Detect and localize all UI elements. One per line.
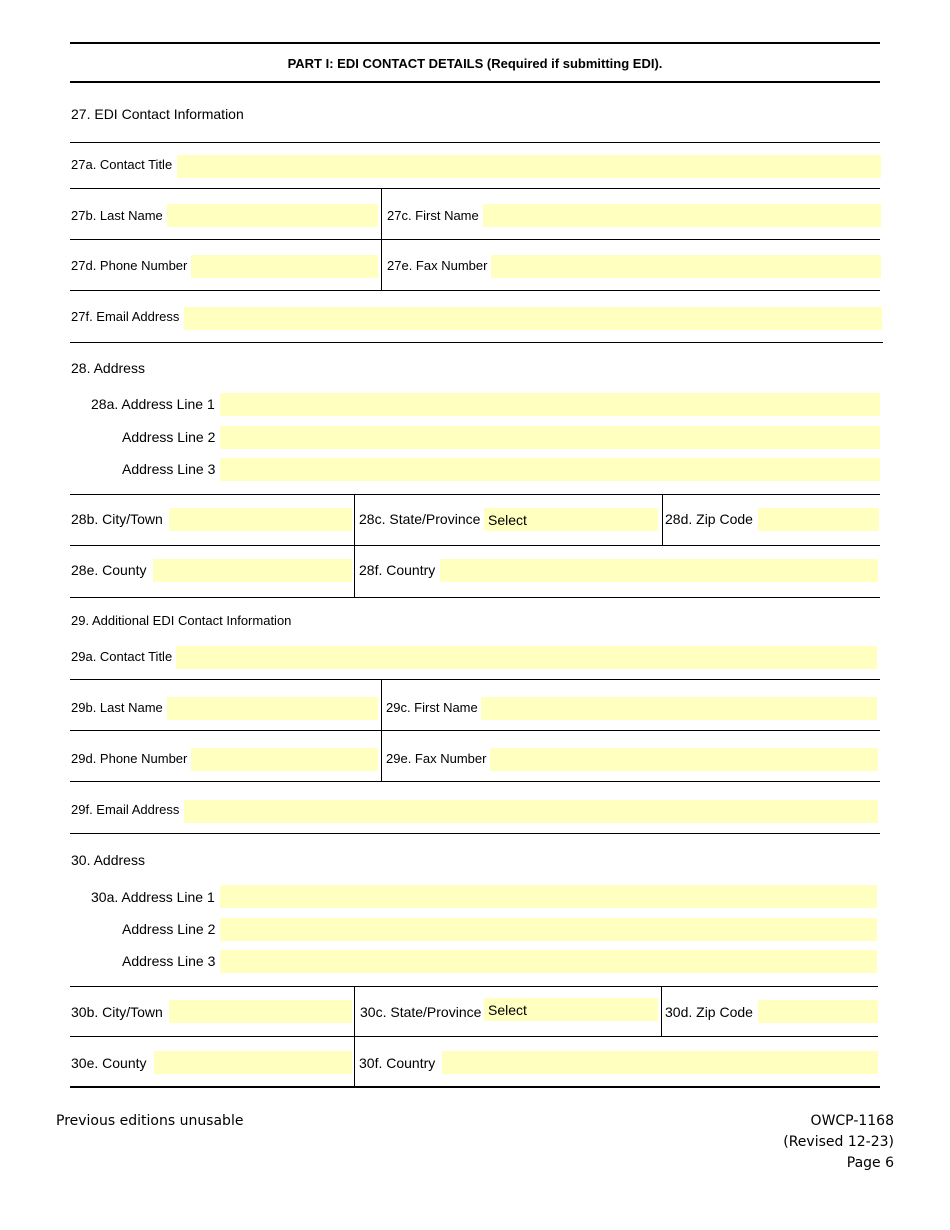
divider bbox=[70, 597, 880, 598]
section-30-heading: 30. Address bbox=[71, 852, 145, 868]
address-line-3-label: Address Line 3 bbox=[122, 461, 216, 477]
divider bbox=[70, 986, 878, 987]
divider bbox=[70, 730, 880, 731]
divider bbox=[70, 290, 880, 291]
form-revision: (Revised 12-23) bbox=[783, 1134, 894, 1150]
state-province-label: 28c. State/Province bbox=[359, 511, 481, 527]
last-name-input[interactable] bbox=[167, 697, 378, 720]
city-town-input[interactable] bbox=[169, 508, 352, 531]
divider bbox=[70, 188, 880, 189]
bottom-rule bbox=[70, 1086, 880, 1088]
county-label: 28e. County bbox=[71, 562, 147, 578]
address-line-2-label: Address Line 2 bbox=[122, 921, 216, 937]
header-bottom-rule bbox=[70, 81, 880, 83]
column-divider bbox=[661, 986, 662, 1036]
section-header: PART I: EDI CONTACT DETAILS (Required if submitting EDI). bbox=[287, 56, 663, 71]
divider bbox=[70, 781, 880, 782]
email-address-label: 29f. Email Address bbox=[71, 802, 180, 817]
city-town-label: 28b. City/Town bbox=[71, 511, 163, 527]
address-line-1-label: 28a. Address Line 1 bbox=[91, 396, 215, 412]
fax-number-label: 27e. Fax Number bbox=[387, 258, 488, 273]
first-name-input[interactable] bbox=[481, 697, 877, 720]
column-divider bbox=[662, 494, 663, 545]
contact-title-input[interactable] bbox=[177, 155, 881, 178]
footer-form-info bbox=[783, 1111, 894, 1174]
contact-title-input[interactable] bbox=[176, 646, 877, 669]
page-number: Page 6 bbox=[846, 1155, 894, 1171]
country-label: 30f. Country bbox=[359, 1055, 436, 1071]
last-name-label: 27b. Last Name bbox=[71, 208, 163, 223]
state-province-select[interactable]: Select bbox=[484, 508, 658, 531]
first-name-input[interactable] bbox=[483, 204, 881, 227]
county-label: 30e. County bbox=[71, 1055, 147, 1071]
last-name-label: 29b. Last Name bbox=[71, 700, 163, 715]
section-28-heading: 28. Address bbox=[71, 360, 145, 376]
email-address-input[interactable] bbox=[184, 800, 878, 823]
section-29-heading: 29. Additional EDI Contact Information bbox=[71, 613, 292, 628]
zip-code-label: 28d. Zip Code bbox=[665, 511, 753, 527]
county-input[interactable] bbox=[154, 1051, 352, 1074]
email-address-input[interactable] bbox=[184, 307, 882, 330]
city-town-label: 30b. City/Town bbox=[71, 1004, 163, 1020]
zip-code-label: 30d. Zip Code bbox=[665, 1004, 753, 1020]
divider bbox=[70, 239, 880, 240]
address-line-1-input[interactable] bbox=[220, 393, 880, 416]
country-input[interactable] bbox=[442, 1051, 878, 1074]
phone-number-label: 29d. Phone Number bbox=[71, 751, 188, 766]
last-name-input[interactable] bbox=[167, 204, 378, 227]
email-address-label: 27f. Email Address bbox=[71, 309, 180, 324]
address-line-3-input[interactable] bbox=[220, 458, 880, 481]
state-province-select[interactable]: Select bbox=[484, 998, 658, 1021]
fax-number-input[interactable] bbox=[490, 748, 878, 771]
divider bbox=[70, 494, 880, 495]
address-line-2-input[interactable] bbox=[220, 918, 877, 941]
phone-number-label: 27d. Phone Number bbox=[71, 258, 188, 273]
divider bbox=[70, 545, 880, 546]
address-line-2-input[interactable] bbox=[220, 426, 880, 449]
footer-editions-note: Previous editions unusable bbox=[56, 1113, 244, 1129]
address-line-3-label: Address Line 3 bbox=[122, 953, 216, 969]
address-line-1-input[interactable] bbox=[220, 885, 877, 908]
top-rule bbox=[70, 42, 880, 44]
first-name-label: 29c. First Name bbox=[386, 700, 478, 715]
first-name-label: 27c. First Name bbox=[387, 208, 479, 223]
contact-title-label: 27a. Contact Title bbox=[71, 157, 173, 172]
form-number: OWCP-1168 bbox=[810, 1113, 894, 1129]
address-line-1-label: 30a. Address Line 1 bbox=[91, 889, 215, 905]
divider bbox=[70, 342, 883, 343]
zip-code-input[interactable] bbox=[758, 508, 879, 531]
address-line-3-input[interactable] bbox=[220, 950, 877, 973]
zip-code-input[interactable] bbox=[758, 1000, 878, 1023]
divider bbox=[70, 142, 880, 143]
divider bbox=[70, 679, 880, 680]
contact-title-label: 29a. Contact Title bbox=[71, 649, 173, 664]
divider bbox=[70, 1036, 878, 1037]
section-27-heading: 27. EDI Contact Information bbox=[71, 106, 244, 122]
phone-number-input[interactable] bbox=[191, 748, 378, 771]
country-label: 28f. Country bbox=[359, 562, 436, 578]
county-input[interactable] bbox=[153, 559, 352, 582]
state-province-label: 30c. State/Province bbox=[360, 1004, 482, 1020]
city-town-input[interactable] bbox=[169, 1000, 352, 1023]
fax-number-input[interactable] bbox=[491, 255, 881, 278]
fax-number-label: 29e. Fax Number bbox=[386, 751, 487, 766]
phone-number-input[interactable] bbox=[191, 255, 378, 278]
address-line-2-label: Address Line 2 bbox=[122, 429, 216, 445]
country-input[interactable] bbox=[440, 559, 878, 582]
divider bbox=[70, 833, 880, 834]
